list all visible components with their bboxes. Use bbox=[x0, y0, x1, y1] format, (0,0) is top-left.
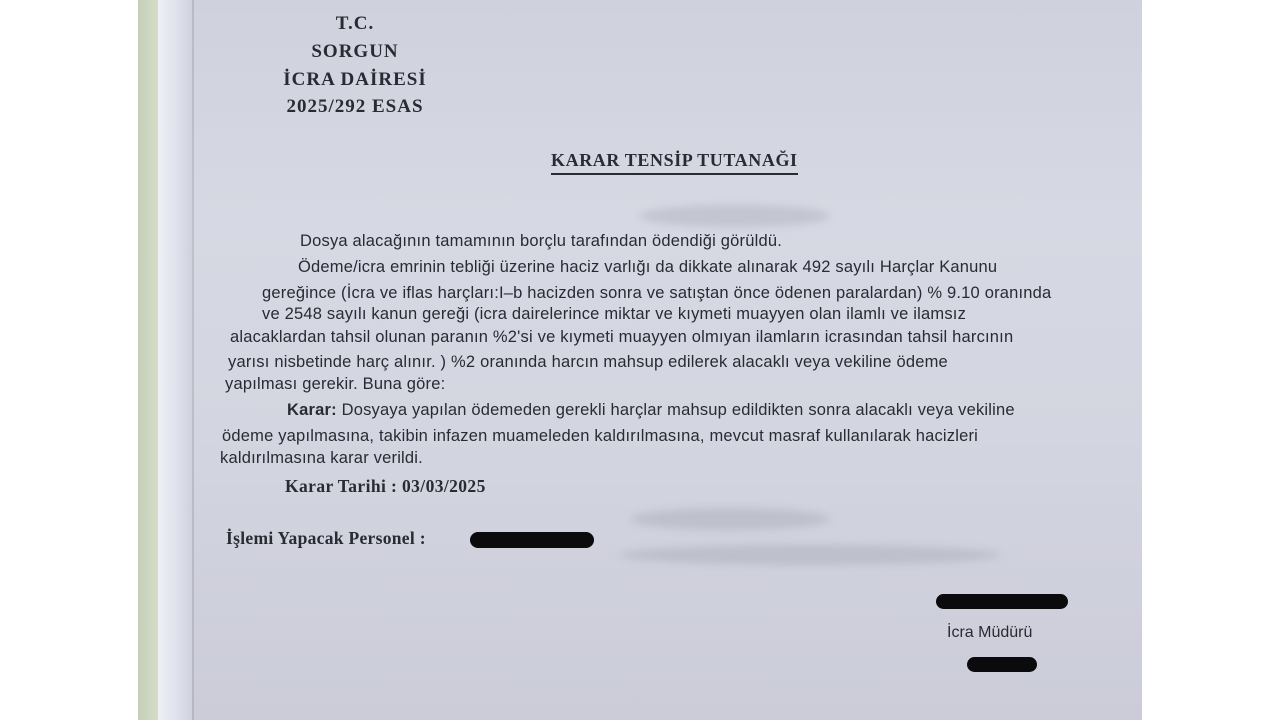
paragraph-2-line-4: alacaklardan tahsil olunan paranın %2'si ve kıymeti muayyen olmıyan ilamların icrasından tahsil harcının bbox=[230, 328, 1014, 346]
paragraph-2-line-1: Ödeme/icra emrinin tebliği üzerine haciz varlığı da dikkate alınarak 492 sayılı Harçlar Kanunu bbox=[298, 258, 998, 276]
staff-label: İşlemi Yapacak Personel : bbox=[226, 528, 426, 548]
header-office: İCRA DAİRESİ bbox=[283, 69, 427, 90]
header-tc: T.C. bbox=[335, 13, 375, 34]
show-through-smudge bbox=[620, 545, 1000, 565]
redacted-manager-name bbox=[967, 657, 1037, 672]
paragraph-1: Dosya alacağının tamamının borçlu tarafından ödendiği görüldü. bbox=[300, 232, 783, 250]
paper-edge bbox=[158, 0, 192, 720]
decision-line-3: kaldırılmasına karar verildi. bbox=[220, 449, 423, 467]
decision-text-1: Dosyaya yapılan ödemeden gerekli harçlar mahsup edildikten sonra alacaklı veya vekiline bbox=[336, 401, 1015, 419]
decision-label: Karar: bbox=[287, 401, 337, 419]
show-through-smudge bbox=[640, 205, 830, 227]
paragraph-2-line-3: ve 2548 sayılı kanun gereği (icra dairelerince miktar ve kıymeti muayyen olan ilamlı ve ilamsız bbox=[262, 305, 967, 323]
decision-date: Karar Tarihi : 03/03/2025 bbox=[285, 476, 486, 496]
redacted-staff-name bbox=[470, 532, 594, 548]
decision-line-2: ödeme yapılmasına, takibin infazen muameleden kaldırılmasına, mevcut masraf kullanılarak hacizleri bbox=[222, 427, 979, 445]
paragraph-2-line-6: yapılması gerekir. Buna göre: bbox=[225, 375, 446, 393]
paragraph-2-line-5: yarısı nisbetinde harç alınır. ) %2 oranında harcın mahsup edilerek alacaklı veya vekiline ödeme bbox=[228, 353, 948, 371]
decision-line-1 bbox=[287, 401, 1015, 420]
header-city: SORGUN bbox=[311, 41, 399, 62]
document-title: KARAR TENSİP TUTANAĞI bbox=[551, 150, 798, 175]
show-through-smudge bbox=[630, 508, 830, 530]
header-file-number: 2025/292 ESAS bbox=[286, 96, 424, 117]
paragraph-2-line-2: gereğince (İcra ve iflas harçları:I–b hacizden sonra ve satıştan önce ödenen paralardan) % 9.10 oranında bbox=[262, 284, 1052, 302]
paper-fold bbox=[192, 0, 194, 720]
redacted-signature bbox=[936, 594, 1068, 609]
signature-title: İcra Müdürü bbox=[947, 624, 1033, 641]
